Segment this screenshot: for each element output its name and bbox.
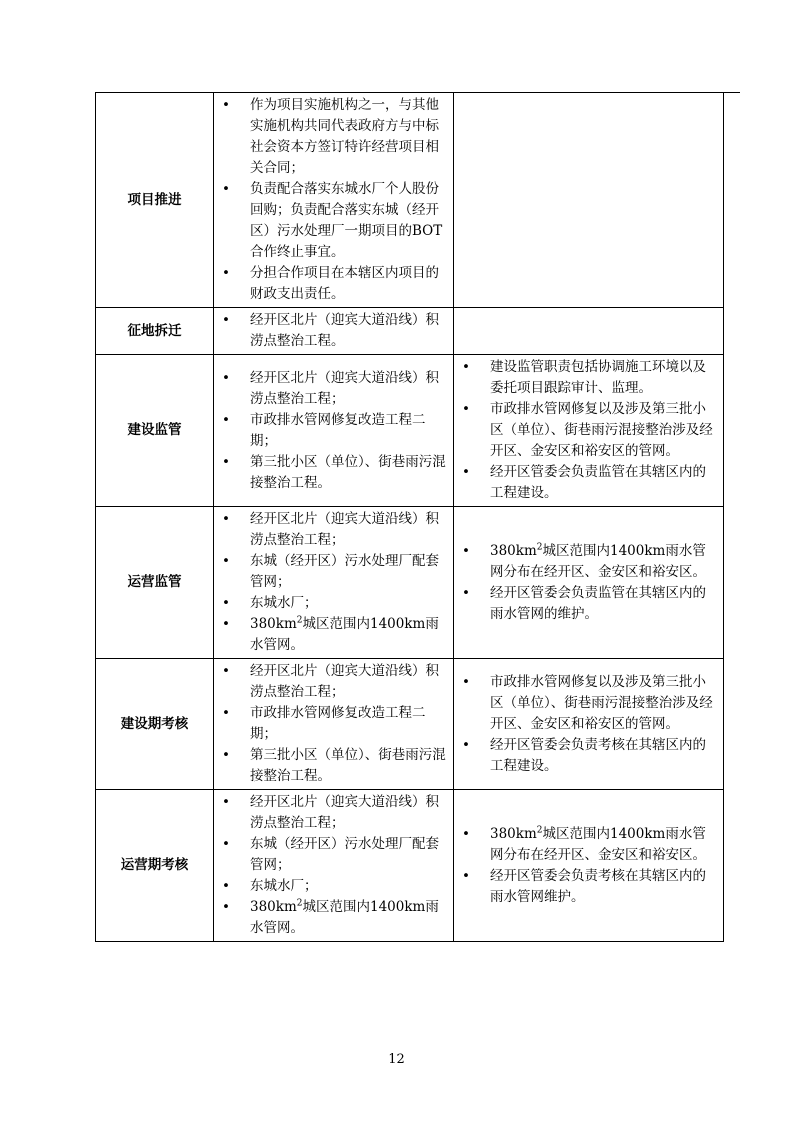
scope-list xyxy=(218,310,449,352)
notes-list xyxy=(458,541,719,625)
bullet-item: • 建设监管职责包括协调施工环境以及委托项目跟踪审计、监理。 xyxy=(458,357,719,399)
bullet-item: • 分担合作项目在本辖区内项目的财政支出责任。 xyxy=(218,263,449,305)
table-body xyxy=(96,93,724,942)
notes-cell xyxy=(454,659,724,790)
bullet-item: • 经开区管委会负责监管在其辖区内的工程建设。 xyxy=(458,462,719,504)
notes-list xyxy=(458,357,719,504)
bullet-item: • 市政排水管网修复以及涉及第三批小区（单位）、街巷雨污混接整治涉及经开区、金安区和裕安区的管网。 xyxy=(458,399,719,462)
bullet-item: • 经开区北片（迎宾大道沿线）积涝点整治工程； xyxy=(218,661,449,703)
scope-list xyxy=(218,509,449,656)
notes-list xyxy=(458,672,719,777)
bullet-item: • $380km^2$城区范围内1400km雨水管网。 xyxy=(218,614,449,656)
scope-cell xyxy=(214,355,454,507)
responsibility-table xyxy=(95,92,724,942)
table-row xyxy=(96,308,724,355)
row-category: 运营期考核 xyxy=(96,790,214,942)
bullet-item: • 负责配合落实东城水厂个人股份回购；负责配合落实东城（经开区）污水处理厂一期项目的BOT合作终止事宜。 xyxy=(218,179,449,263)
row-category: 运营监管 xyxy=(96,507,214,659)
bullet-item: • 市政排水管网修复改造工程二期； xyxy=(218,410,449,452)
scope-list xyxy=(218,95,449,305)
bullet-item: • 经开区北片（迎宾大道沿线）积涝点整治工程； xyxy=(218,509,449,551)
scope-cell xyxy=(214,308,454,355)
table-row xyxy=(96,507,724,659)
row-category: 建设期考核 xyxy=(96,659,214,790)
table-row xyxy=(96,659,724,790)
scope-cell xyxy=(214,790,454,942)
page-number: 12 xyxy=(388,1052,405,1067)
bullet-item: • 东城（经开区）污水处理厂配套管网； xyxy=(218,551,449,593)
bullet-item: • 东城（经开区）污水处理厂配套管网； xyxy=(218,834,449,876)
bullet-item: • 经开区管委会负责考核在其辖区内的工程建设。 xyxy=(458,735,719,777)
bullet-item: • 东城水厂； xyxy=(218,593,449,614)
bullet-item: • 经开区北片（迎宾大道沿线）积涝点整治工程。 xyxy=(218,310,449,352)
table-row xyxy=(96,790,724,942)
row-category: 建设监管 xyxy=(96,355,214,507)
bullet-item: • 第三批小区（单位）、街巷雨污混接整治工程。 xyxy=(218,452,449,494)
bullet-item: • 市政排水管网修复改造工程二期； xyxy=(218,703,449,745)
table-row xyxy=(96,93,724,308)
bullet-item: • 经开区管委会负责考核在其辖区内的雨水管网维护。 xyxy=(458,866,719,908)
bullet-item: • 东城水厂； xyxy=(218,876,449,897)
bullet-item: • 第三批小区（单位）、街巷雨污混接整治工程。 xyxy=(218,745,449,787)
bullet-item: • 市政排水管网修复以及涉及第三批小区（单位）、街巷雨污混接整治涉及经开区、金安区和裕安区的管网。 xyxy=(458,672,719,735)
scope-cell xyxy=(214,659,454,790)
notes-list xyxy=(458,824,719,908)
row-category: 项目推进 xyxy=(96,93,214,308)
bullet-item: • 作为项目实施机构之一，与其他实施机构共同代表政府方与中标社会资本方签订特许经营项目相关合同； xyxy=(218,95,449,179)
scope-list xyxy=(218,368,449,494)
scope-list xyxy=(218,792,449,939)
bullet-item: • 经开区管委会负责监管在其辖区内的雨水管网的维护。 xyxy=(458,583,719,625)
notes-cell xyxy=(454,308,724,355)
scope-cell xyxy=(214,507,454,659)
scope-list xyxy=(218,661,449,787)
bullet-item: • 经开区北片（迎宾大道沿线）积涝点整治工程； xyxy=(218,368,449,410)
notes-cell xyxy=(454,790,724,942)
bullet-item: • $380km^2$城区范围内1400km雨水管网分布在经开区、金安区和裕安区。 xyxy=(458,824,719,866)
bullet-item: • $380km^2$城区范围内1400km雨水管网。 xyxy=(218,897,449,939)
scope-cell xyxy=(214,93,454,308)
notes-cell xyxy=(454,355,724,507)
notes-cell xyxy=(454,507,724,659)
bullet-item: • $380km^2$城区范围内1400km雨水管网分布在经开区、金安区和裕安区。 xyxy=(458,541,719,583)
notes-cell xyxy=(454,93,724,308)
row-category: 征地拆迁 xyxy=(96,308,214,355)
table-row xyxy=(96,355,724,507)
bullet-item: • 经开区北片（迎宾大道沿线）积涝点整治工程； xyxy=(218,792,449,834)
